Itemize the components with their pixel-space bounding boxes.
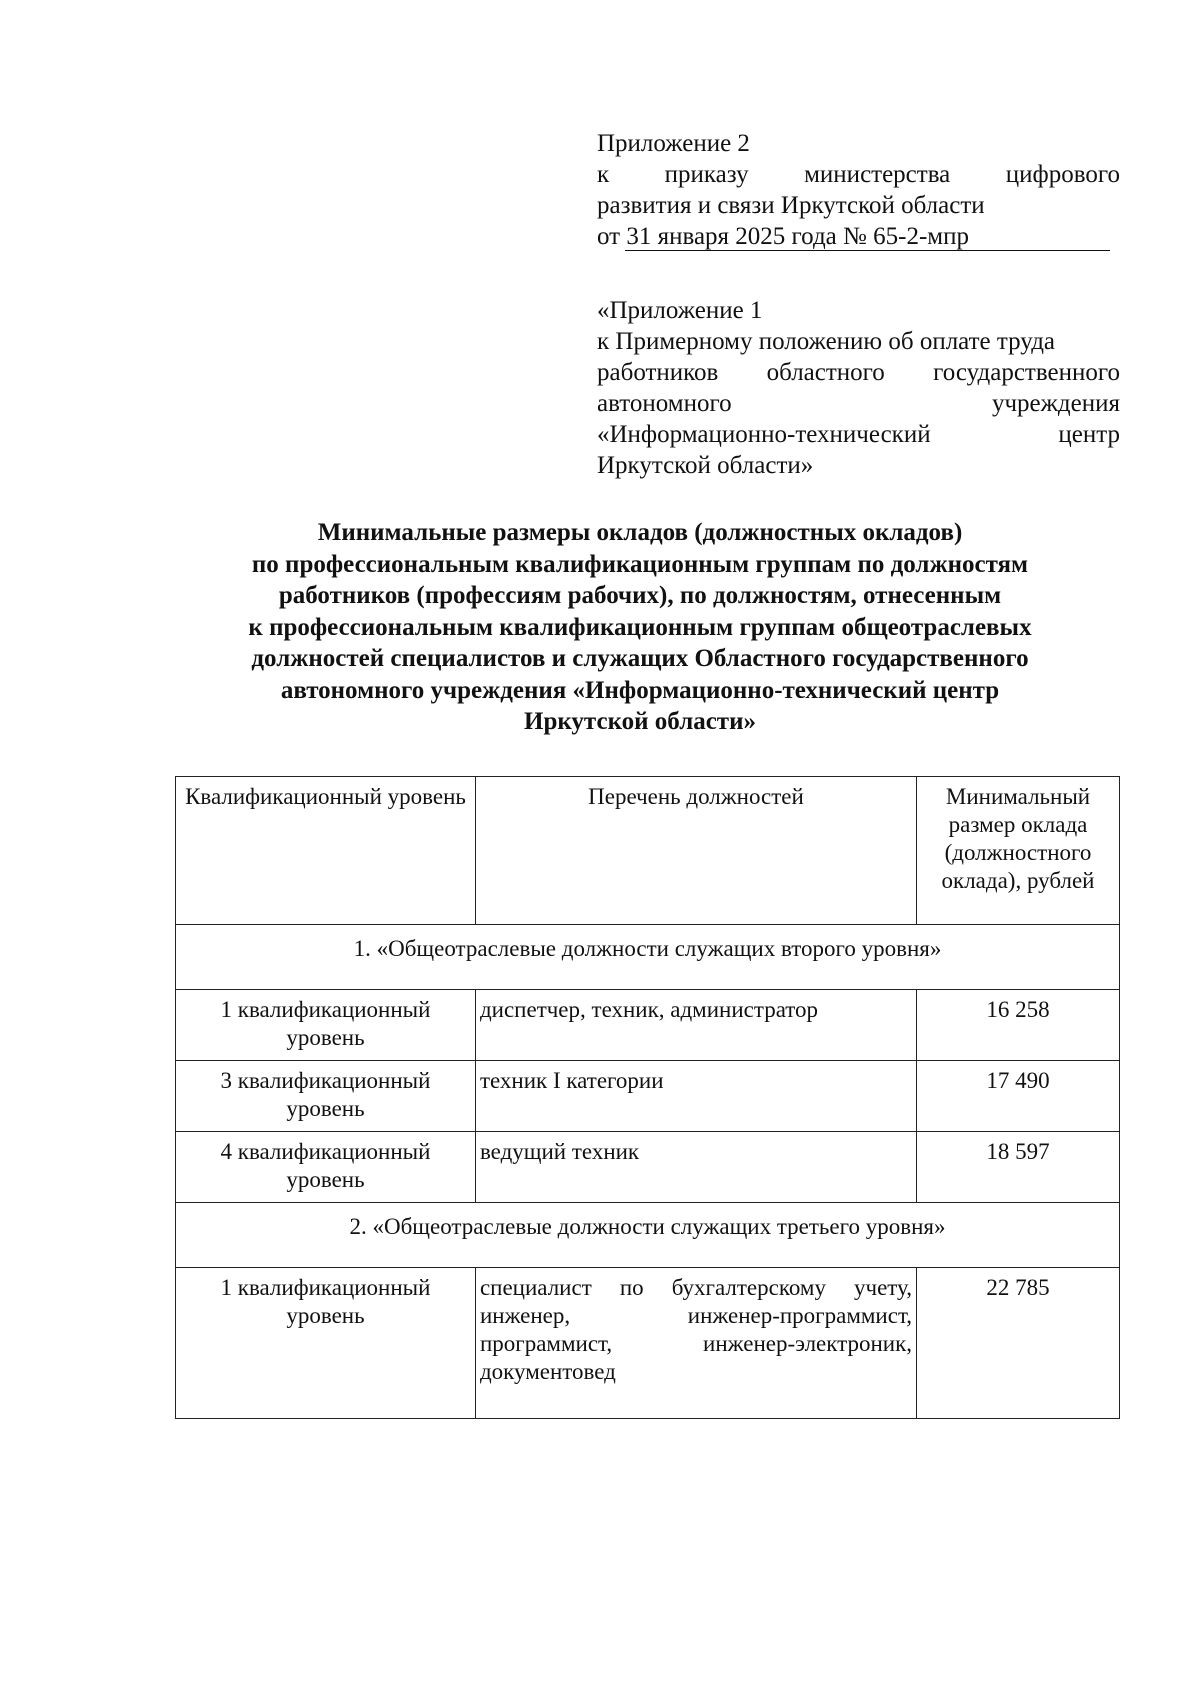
table-row: [176, 1132, 1120, 1203]
appendix-2-order-ref: к приказу министерства цифрового: [597, 161, 1120, 188]
heading-line-7: Иркутской области»: [524, 708, 756, 735]
appendix-2-block: [597, 128, 1120, 252]
order-underline: [625, 250, 1110, 251]
row-level: 1 квалификационный уровень: [176, 990, 476, 1061]
header-positions: Перечень должностей: [475, 777, 916, 925]
table-row: [176, 1061, 1120, 1132]
appendix-2-title: Приложение 2: [597, 130, 750, 157]
appendix-1-block: [597, 295, 1120, 481]
row-level: 3 квалификационный уровень: [176, 1061, 476, 1132]
group-row: [176, 1203, 1120, 1268]
appendix-1-line3: работников областного государственного: [597, 359, 1120, 386]
appendix-2-ministry: развития и связи Иркутской области: [597, 192, 985, 219]
row-level: 4 квалификационный уровень: [176, 1132, 476, 1203]
row-positions: специалист по бухгалтерскому учету, инженер, инженер-программист, программист, инженер-электроник, документовед: [475, 1268, 916, 1419]
heading-line-4: к профессиональным квалификационным группам общеотраслевых: [248, 613, 1032, 641]
appendix-2-order-date: [597, 221, 1120, 252]
table-row: [176, 990, 1120, 1061]
heading-line-2: по профессиональным квалификационным группам по должностям: [251, 550, 1029, 578]
table-row: [176, 1268, 1120, 1419]
header-level: Квалификационный уровень: [176, 777, 476, 925]
row-salary: 17 490: [917, 1061, 1120, 1132]
header-salary: Минимальный размер оклада (должностного оклада), рублей: [917, 777, 1120, 925]
row-salary: 22 785: [917, 1268, 1120, 1419]
row-level: 1 квалификационный уровень: [176, 1268, 476, 1419]
group-row: [176, 925, 1120, 990]
salary-table: [175, 776, 1120, 1419]
heading-line-1: Минимальные размеры окладов (должностных окладов): [317, 519, 963, 546]
order-date-text: от 31 января 2025 года № 65-2-мпр: [597, 223, 969, 250]
appendix-1-line4: автономного учреждения: [597, 390, 1120, 417]
row-salary: 18 597: [917, 1132, 1120, 1203]
heading-line-3: работников (профессиям рабочих), по должностям, отнесенным: [278, 582, 1002, 609]
row-positions: ведущий техник: [475, 1132, 916, 1203]
appendix-1-line5: «Информационно-технический центр: [597, 421, 1120, 448]
appendix-1-title: «Приложение 1: [597, 297, 763, 324]
heading-line-5: должностей специалистов и служащих Областного государственного: [251, 645, 1029, 672]
row-salary: 16 258: [917, 990, 1120, 1061]
document-heading: [160, 517, 1120, 738]
row-positions: техник I категории: [475, 1061, 916, 1132]
appendix-1-line6: Иркутской области»: [597, 452, 814, 479]
group-title-1: 1. «Общеотраслевые должности служащих второго уровня»: [176, 925, 1120, 990]
table-header-row: [176, 777, 1120, 925]
group-title-2: 2. «Общеотраслевые должности служащих третьего уровня»: [176, 1203, 1120, 1268]
row-positions: диспетчер, техник, администратор: [475, 990, 916, 1061]
heading-line-6: автономного учреждения «Информационно-технический центр: [280, 676, 1000, 704]
appendix-1-line2: к Примерному положению об оплате труда: [597, 328, 1056, 355]
